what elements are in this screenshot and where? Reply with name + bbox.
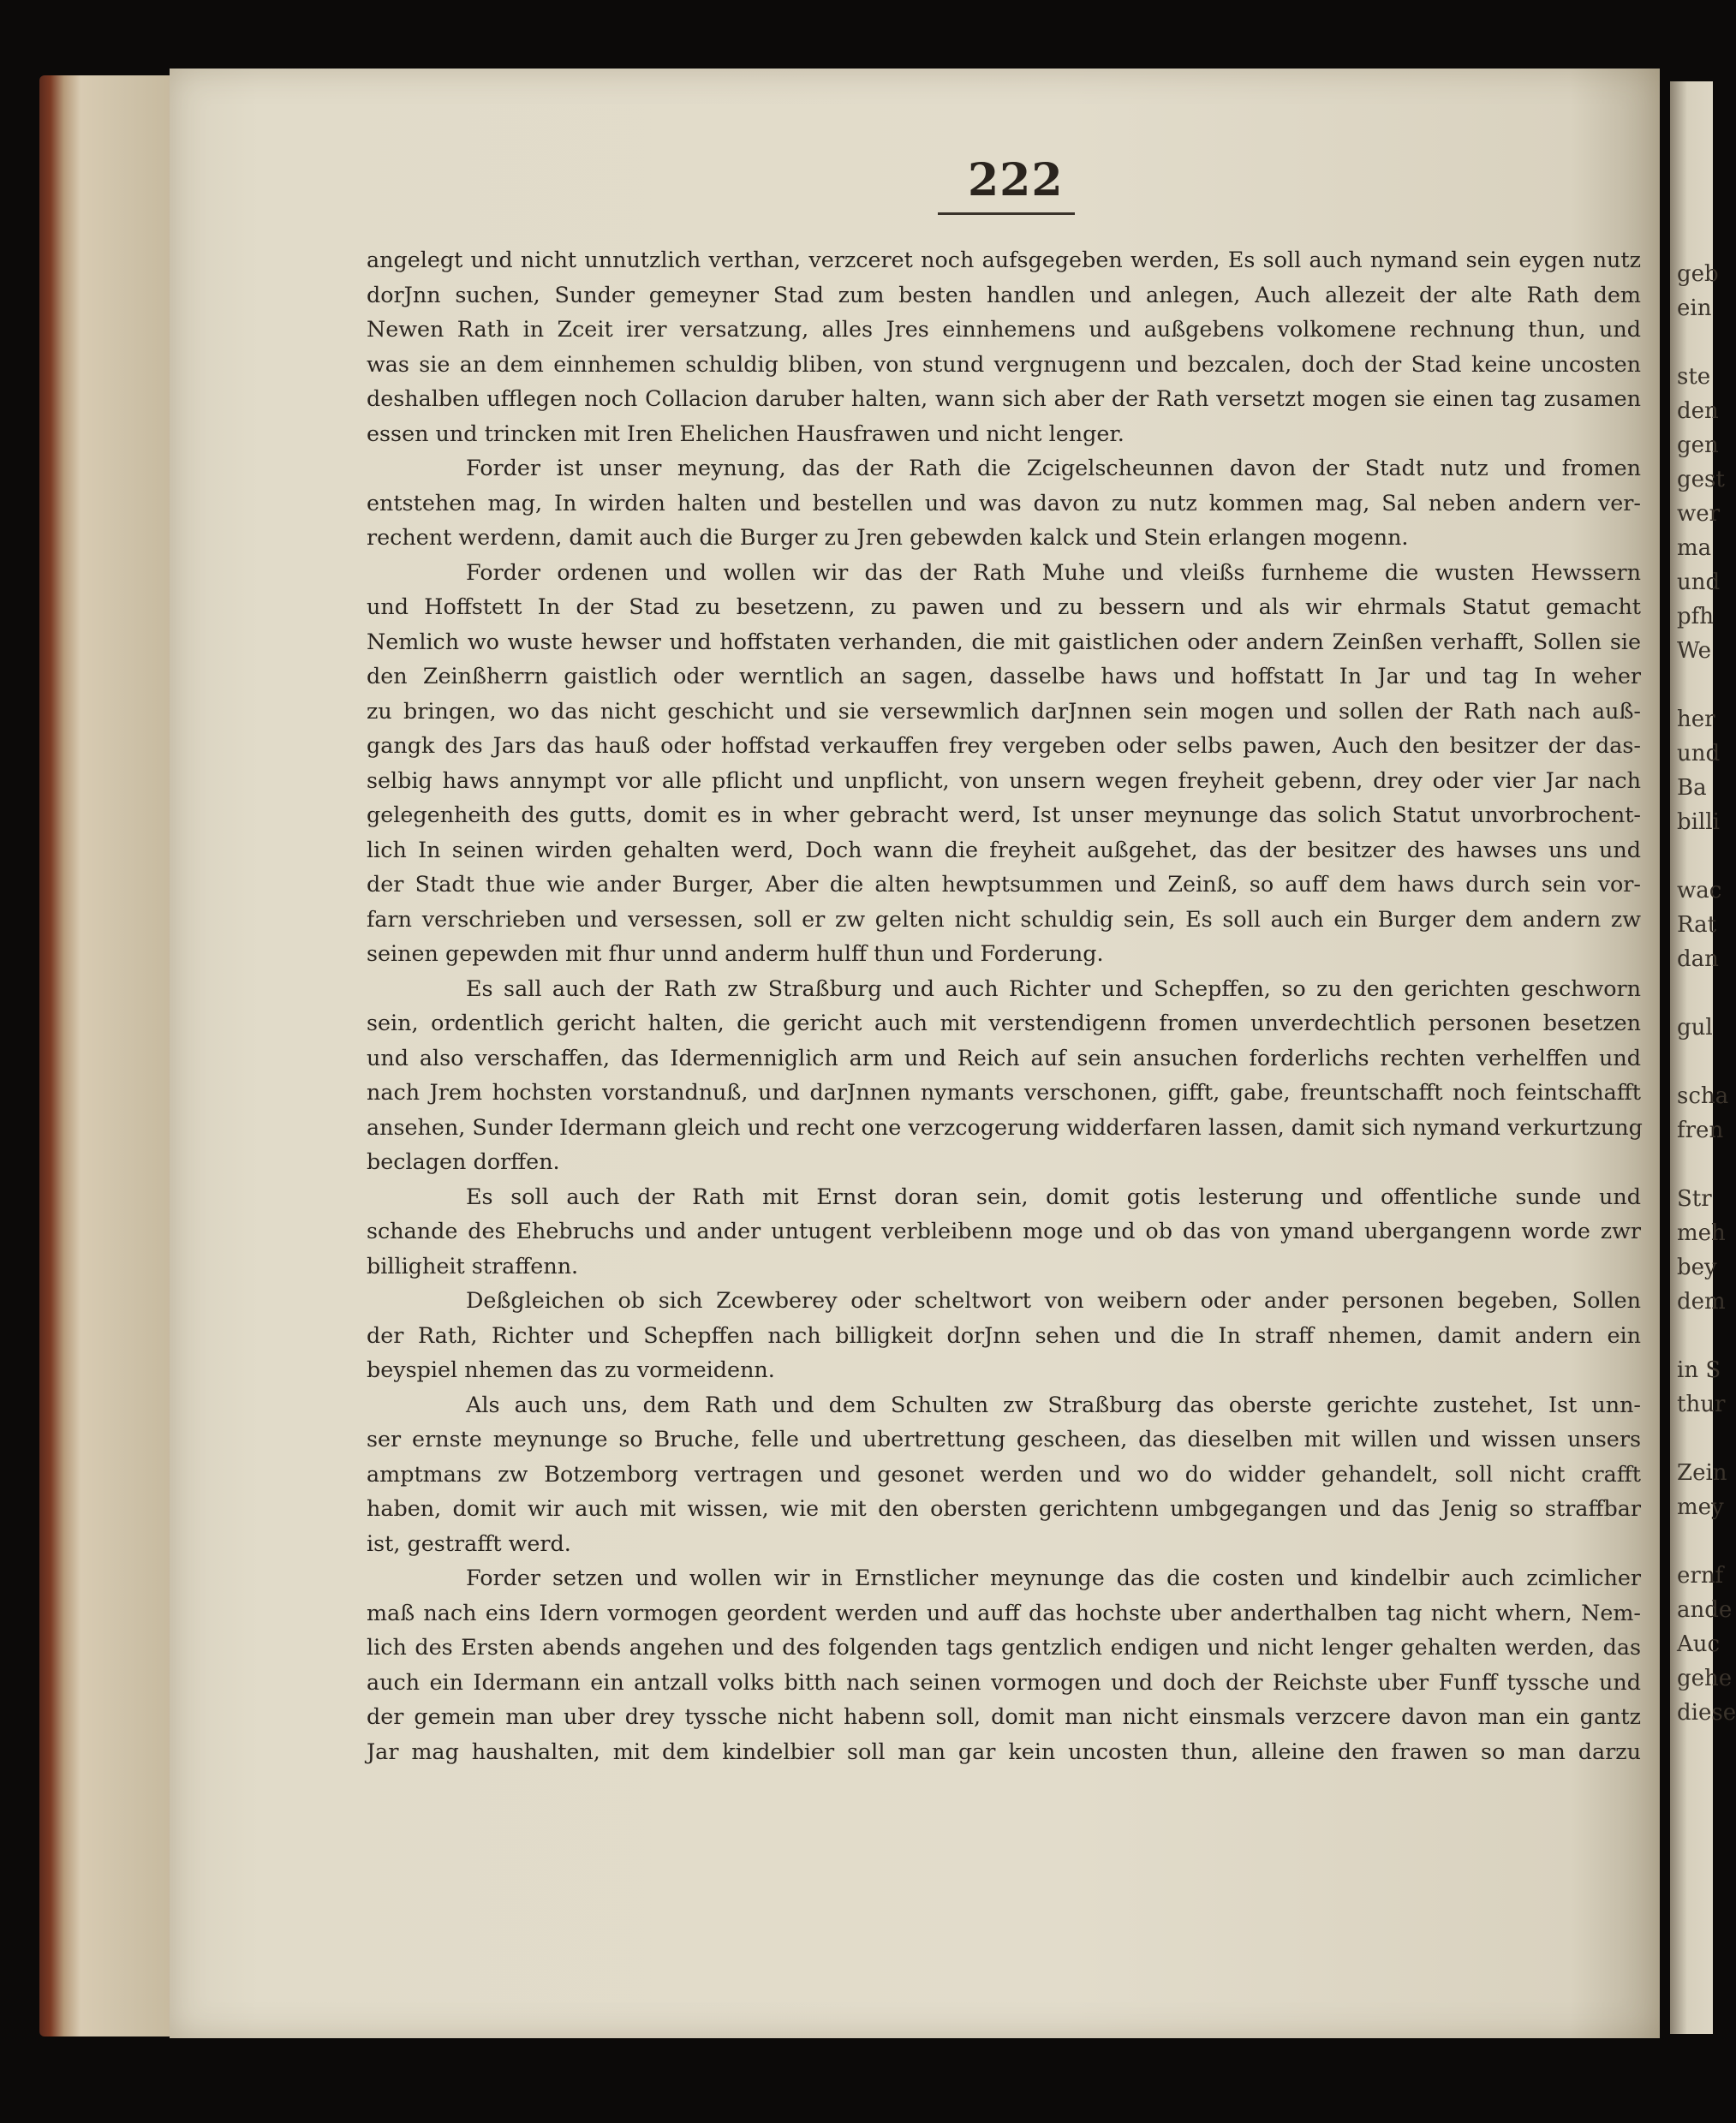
- facing-fragment: geb: [1677, 261, 1719, 287]
- text-line: den Zeinßherrn gaistlich oder werntlich an sagen, dasselbe haws und hoffstatt In Jar und tag In weher: [367, 663, 1641, 689]
- text-line: Es sall auch der Rath zw Straßburg und auch Richter und Schepffen, so zu den gerichten geschworn: [466, 975, 1641, 1001]
- text-line: der gemein man uber drey tyssche nicht habenn soll, domit man nicht einsmals verzcere davon man ein gantz: [367, 1703, 1641, 1729]
- facing-fragment: scha: [1677, 1083, 1729, 1109]
- text-line: Deßgleichen ob sich Zcewberey oder scheltwort von weibern oder ander personen begeben, Sollen: [466, 1287, 1641, 1313]
- facing-page-edge: [1670, 81, 1736, 2034]
- text-line: Jar mag haushalten, mit dem kindelbier soll man gar kein uncosten thun, alleine den frawen so man darzu: [367, 1738, 1641, 1764]
- facing-fragment: dem: [1677, 1289, 1726, 1315]
- facing-fragment: wer: [1677, 501, 1721, 527]
- text-line: entstehen mag, In wirden halten und bestellen und was davon zu nutz kommen mag, Sal neben andern ver-: [367, 489, 1641, 516]
- facing-fragment: fren: [1677, 1118, 1724, 1143]
- facing-fragment: Ba: [1677, 775, 1707, 801]
- text-line: billigheit straffenn.: [367, 1252, 579, 1279]
- text-line: selbig haws annympt vor alle pflicht und unpflicht, von unsern wegen freyheit gebenn, drey oder vier Jar nach: [367, 766, 1641, 793]
- text-line: Forder ordenen und wollen wir das der Rath Muhe und vleißs furnheme die wusten Hewssern: [466, 558, 1641, 585]
- text-line: farn verschrieben und versessen, soll er zw gelten nicht schuldig sein, Es soll auch ein Burger dem andern zw: [367, 905, 1641, 932]
- facing-fragment: und: [1677, 570, 1721, 595]
- page-number: 222: [968, 154, 1064, 206]
- facing-fragment: Str: [1677, 1186, 1712, 1212]
- text-line: der Stadt thue wie ander Burger, Aber die alten hewptsummen und Zeinß, so auff dem haws durch sein vor-: [367, 871, 1641, 897]
- text-line: und also verschaffen, das Idermenniglich arm und Reich auf sein ansuchen forderlichs rechten verhelffen und: [367, 1044, 1641, 1070]
- facing-fragment: We: [1677, 638, 1711, 664]
- facing-fragment: ernf: [1677, 1563, 1724, 1589]
- text-line: nach Jrem hochsten vorstandnuß, und darJnnen nymants verschonen, gifft, gabe, freuntschafft noch feintschafft: [367, 1079, 1641, 1105]
- text-line: zu bringen, wo das nicht geschicht und sie versewmlich darJnnen sein mogen und sollen der Rath nach auß-: [367, 697, 1641, 724]
- facing-fragment: gen: [1677, 432, 1719, 458]
- text-line: auch ein Idermann ein antzall volks bitth nach seinen vormogen und doch der Reichste uber Funff tyssche und: [367, 1668, 1641, 1695]
- text-line: essen und trincken mit Iren Ehelichen Hausfrawen und nicht lenger.: [367, 420, 1125, 446]
- text-line: beyspiel nhemen das zu vormeidenn.: [367, 1357, 775, 1382]
- text-line: haben, domit wir auch mit wissen, wie mit den obersten gerichtenn umbgegangen und das Jenig so straffbar: [367, 1495, 1641, 1521]
- text-line: beclagen dorffen.: [367, 1148, 560, 1174]
- text-line: maß nach eins Idern vormogen geordent werden und auff das hochste uber anderthalben tag nicht whern, Nem-: [367, 1599, 1641, 1625]
- facing-fragment: in S: [1677, 1357, 1721, 1383]
- text-line: dorJnn suchen, Sunder gemeyner Stad zum besten handlen und anlegen, Auch allezeit der alte Rath dem: [367, 281, 1641, 307]
- facing-fragment: thur: [1677, 1392, 1726, 1417]
- facing-fragment: ande: [1677, 1597, 1733, 1623]
- text-line: ist, gestrafft werd.: [367, 1530, 571, 1556]
- text-line: der Rath, Richter und Schepffen nach billigkeit dorJnn sehen und die In straff nhemen, damit andern ein: [367, 1321, 1641, 1348]
- text-line: lich des Ersten abends angehen und des folgenden tags gentzlich endigen und nicht lenger gehalten werden, das: [367, 1634, 1641, 1660]
- text-line: Forder setzen und wollen wir in Ernstlicher meynunge das die costen und kindelbir auch zcimlicher: [466, 1565, 1641, 1590]
- text-line: Forder ist unser meynung, das der Rath die Zcigelscheunnen davon der Stadt nutz und fromen: [466, 455, 1641, 480]
- facing-fragment: Auc: [1677, 1631, 1721, 1657]
- text-line: ser ernste meynunge so Bruche, felle und ubertrettung gescheen, das dieselben mit willen und wissen unsers: [367, 1426, 1641, 1452]
- text-line: rechent werdenn, damit auch die Burger zu Jren gebewden kalck und Stein erlangen mogenn.: [367, 524, 1409, 550]
- facing-fragment: ein: [1677, 295, 1712, 321]
- facing-fragment: gul: [1677, 1015, 1713, 1041]
- text-line: lich In seinen wirden gehalten werd, Doch wann die freyheit außgehet, das der besitzer des hawses uns und: [367, 836, 1641, 862]
- facing-fragment: wac: [1677, 878, 1722, 903]
- facing-fragment: und: [1677, 741, 1721, 766]
- body-text: [367, 242, 1641, 1768]
- facing-fragment: ma: [1677, 535, 1712, 561]
- facing-fragment: her: [1677, 707, 1715, 732]
- facing-fragment: dan: [1677, 946, 1719, 972]
- facing-fragment: mey: [1677, 1494, 1724, 1520]
- text-line: gelegenheith des gutts, domit es in wher gebracht werd, Ist unser meynunge das solich Statut unvorbrochent-: [367, 802, 1641, 827]
- text-line: Es soll auch der Rath mit Ernst doran sein, domit gotis lesterung und offentliche sunde und: [466, 1183, 1641, 1209]
- facing-fragment: diese: [1677, 1700, 1736, 1726]
- header-rule: [938, 212, 1075, 215]
- text-line: amptmans zw Botzemborg vertragen und gesonet werden und wo do widder gehandelt, soll nicht crafft: [367, 1460, 1641, 1487]
- facing-fragment: Rat: [1677, 912, 1717, 938]
- facing-fragment: billi: [1677, 809, 1720, 835]
- text-line: angelegt und nicht unnutzlich verthan, verzceret noch aufsgegeben werden, Es soll auch nymand sein eygen nutz: [367, 247, 1641, 272]
- facing-fragment: gest: [1677, 467, 1725, 492]
- text-line: gangk des Jars das hauß oder hoffstad verkauffen frey vergeben oder selbs pawen, Auch den besitzer der das-: [367, 732, 1641, 758]
- facing-fragment: meh: [1677, 1220, 1726, 1246]
- book-edge: [39, 75, 176, 2037]
- text-line: sein, ordentlich gericht halten, die gericht auch mit verstendigenn fromen unverdechtlich personen besetzen: [367, 1010, 1641, 1035]
- text-line: schande des Ehebruchs und ander untugent verbleibenn moge und ob das von ymand ubergangenn worde zwr: [367, 1218, 1641, 1243]
- facing-fragment: ste: [1677, 364, 1711, 390]
- text-line: ansehen, Sunder Idermann gleich und recht one verzcogerung widderfaren lassen, damit sich nymand verkurtzung: [367, 1113, 1643, 1140]
- text-line: und Hoffstett In der Stad zu besetzenn, zu pawen und zu bessern und als wir ehrmals Statut gemacht: [367, 593, 1641, 619]
- text-line: was sie an dem einnhemen schuldig bliben, von stund vergnugenn und bezcalen, doch der Stad keine uncosten: [367, 350, 1641, 377]
- facing-fragment: Zein: [1677, 1460, 1727, 1486]
- text-line: seinen gepewden mit fhur unnd anderm hulff thun und Forderung.: [367, 940, 1104, 966]
- facing-fragment: bey: [1677, 1255, 1717, 1280]
- facing-fragment: pfh: [1677, 604, 1715, 629]
- facing-fragment: den: [1677, 398, 1719, 424]
- text-line: Als auch uns, dem Rath und dem Schulten zw Straßburg das oberste gerichte zustehet, Ist unn-: [466, 1391, 1641, 1417]
- text-line: deshalben ufflegen noch Collacion daruber halten, wann sich aber der Rath versetzt mogen sie einen tag zusamen: [367, 385, 1641, 411]
- facing-fragment: gehe: [1677, 1666, 1733, 1691]
- text-line: Nemlich wo wuste hewser und hoffstaten verhanden, die mit gaistlichen oder andern Zeinßen verhafft, Sollen sie: [367, 628, 1641, 654]
- text-line: Newen Rath in Zceit irer versatzung, alles Jres einnhemens und außgebens volkomene rechnung thun, und: [367, 316, 1641, 342]
